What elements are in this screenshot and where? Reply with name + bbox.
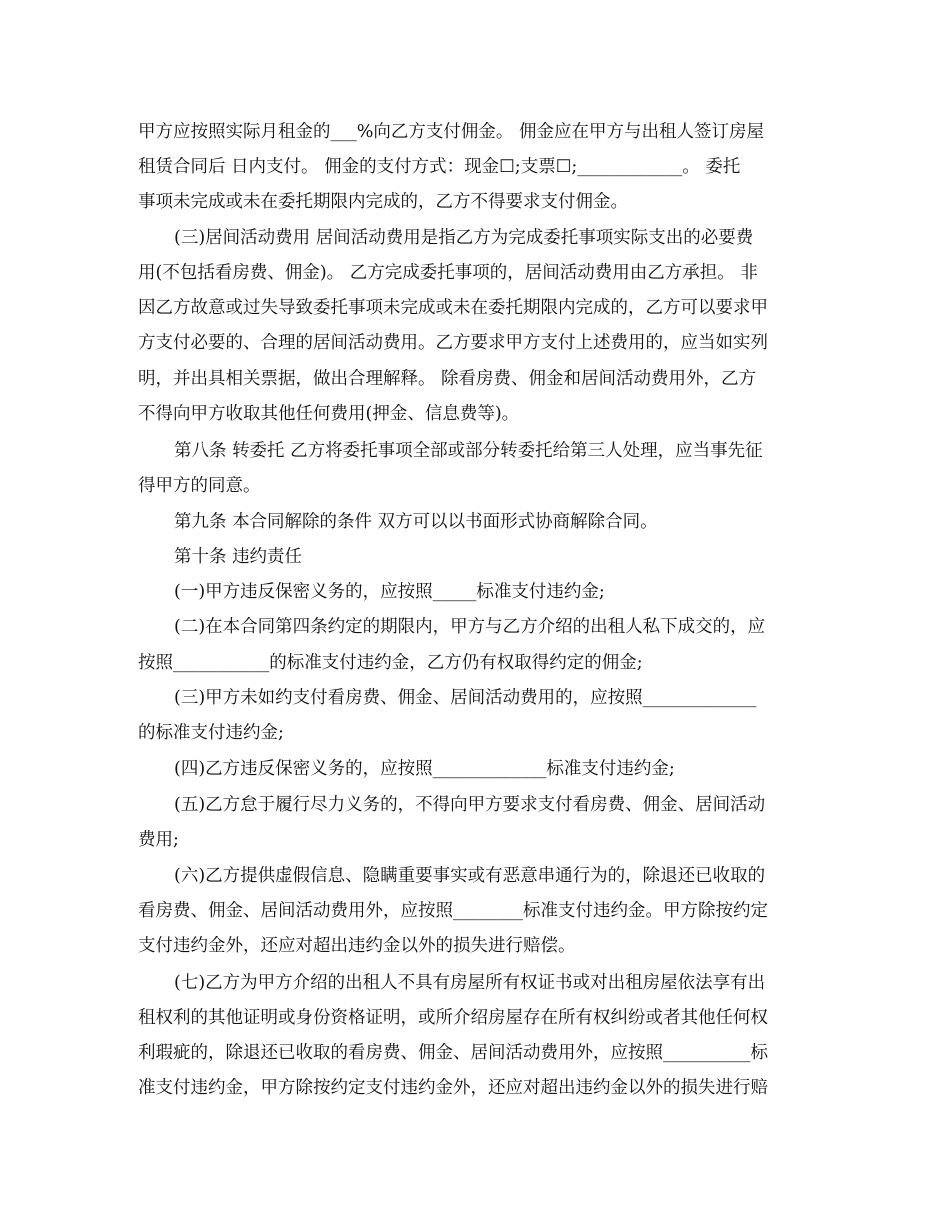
text-line: (二)在本合同第四条约定的期限内，甲方与乙方介绍的出租人私下成交的，应 [174,617,766,637]
text-line: 准支付违约金，甲方除按约定支付违约金外，还应对超出违约金以外的损失进行赔 [138,1078,768,1098]
text-line: 第九条 本合同解除的条件 双方可以以书面形式协商解除合同。 [174,512,658,532]
text-line: (三)甲方未如约支付看房费、佣金、居间活动费用的，应按照_____________ [174,688,757,708]
text-line: 看房费、佣金、居间活动费用外，应按照________标准支付违约金。甲方除按约定 [138,901,768,921]
text-line: (一)甲方违反保密义务的，应按照_____标准支付违约金; [174,582,605,602]
text-line: (七)乙方为甲方介绍的出租人不具有房屋所有权证书或对出租房屋依法享有出 [174,973,766,993]
text-line: 因乙方故意或过失导致委托事项未完成或未在委托期限内完成的，乙方可以要求甲 [138,298,768,318]
text-line: 得甲方的同意。 [138,476,261,496]
text-line: 费用; [138,830,179,850]
text-line: 明，并出具相关票据，做出合理解释。 除看房费、佣金和居间活动费用外，乙方 [138,369,757,389]
text-line: 方支付必要的、合理的居间活动费用。乙方要求甲方支付上述费用的，应当如实列 [138,333,768,353]
text-line: 支付违约金外，还应对超出违约金以外的损失进行赔偿。 [138,936,576,956]
text-line: (三)居间活动费用 居间活动费用是指乙方为完成委托事项实际支出的必要费 [174,228,754,248]
text-line: 事项未完成或未在委托期限内完成的，乙方不得要求支付佣金。 [138,192,628,212]
text-line: 租赁合同后 日内支付。 佣金的支付方式：现金☐;支票☐;____________。 委托 [138,157,741,177]
text-line: 第八条 转委托 乙方将委托事项全部或部分转委托给第三人处理，应当事先征 [174,441,763,461]
text-line: (四)乙方违反保密义务的，应按照_____________标准支付违约金; [174,759,675,779]
text-line: 用(不包括看房费、佣金)。 乙方完成委托事项的，居间活动费用由乙方承担。 非 [138,263,758,283]
text-line: (五)乙方怠于履行尽力义务的，不得向甲方要求支付看房费、佣金、居间活动 [174,795,766,815]
text-line: 租权利的其他证明或身份资格证明，或所介绍房屋存在所有权纠纷或者其他任何权 [138,1008,768,1028]
text-line: 按照___________的标准支付违约金，乙方仍有权取得约定的佣金; [138,653,643,673]
text-line: 甲方应按照实际月租金的___%向乙方支付佣金。 佣金应在甲方与出租人签订房屋 [138,122,764,142]
text-line: 的标准支付违约金; [138,723,284,743]
text-line: 不得向甲方收取其他任何费用(押金、信息费等)。 [138,404,520,424]
text-line: 利瑕疵的，除退还已收取的看房费、佣金、居间活动费用外，应按照__________标 [138,1043,768,1063]
text-line: 第十条 违约责任 [174,547,303,567]
text-line: (六)乙方提供虚假信息、隐瞒重要事实或有恶意串通行为的，除退还已收取的 [174,866,766,886]
